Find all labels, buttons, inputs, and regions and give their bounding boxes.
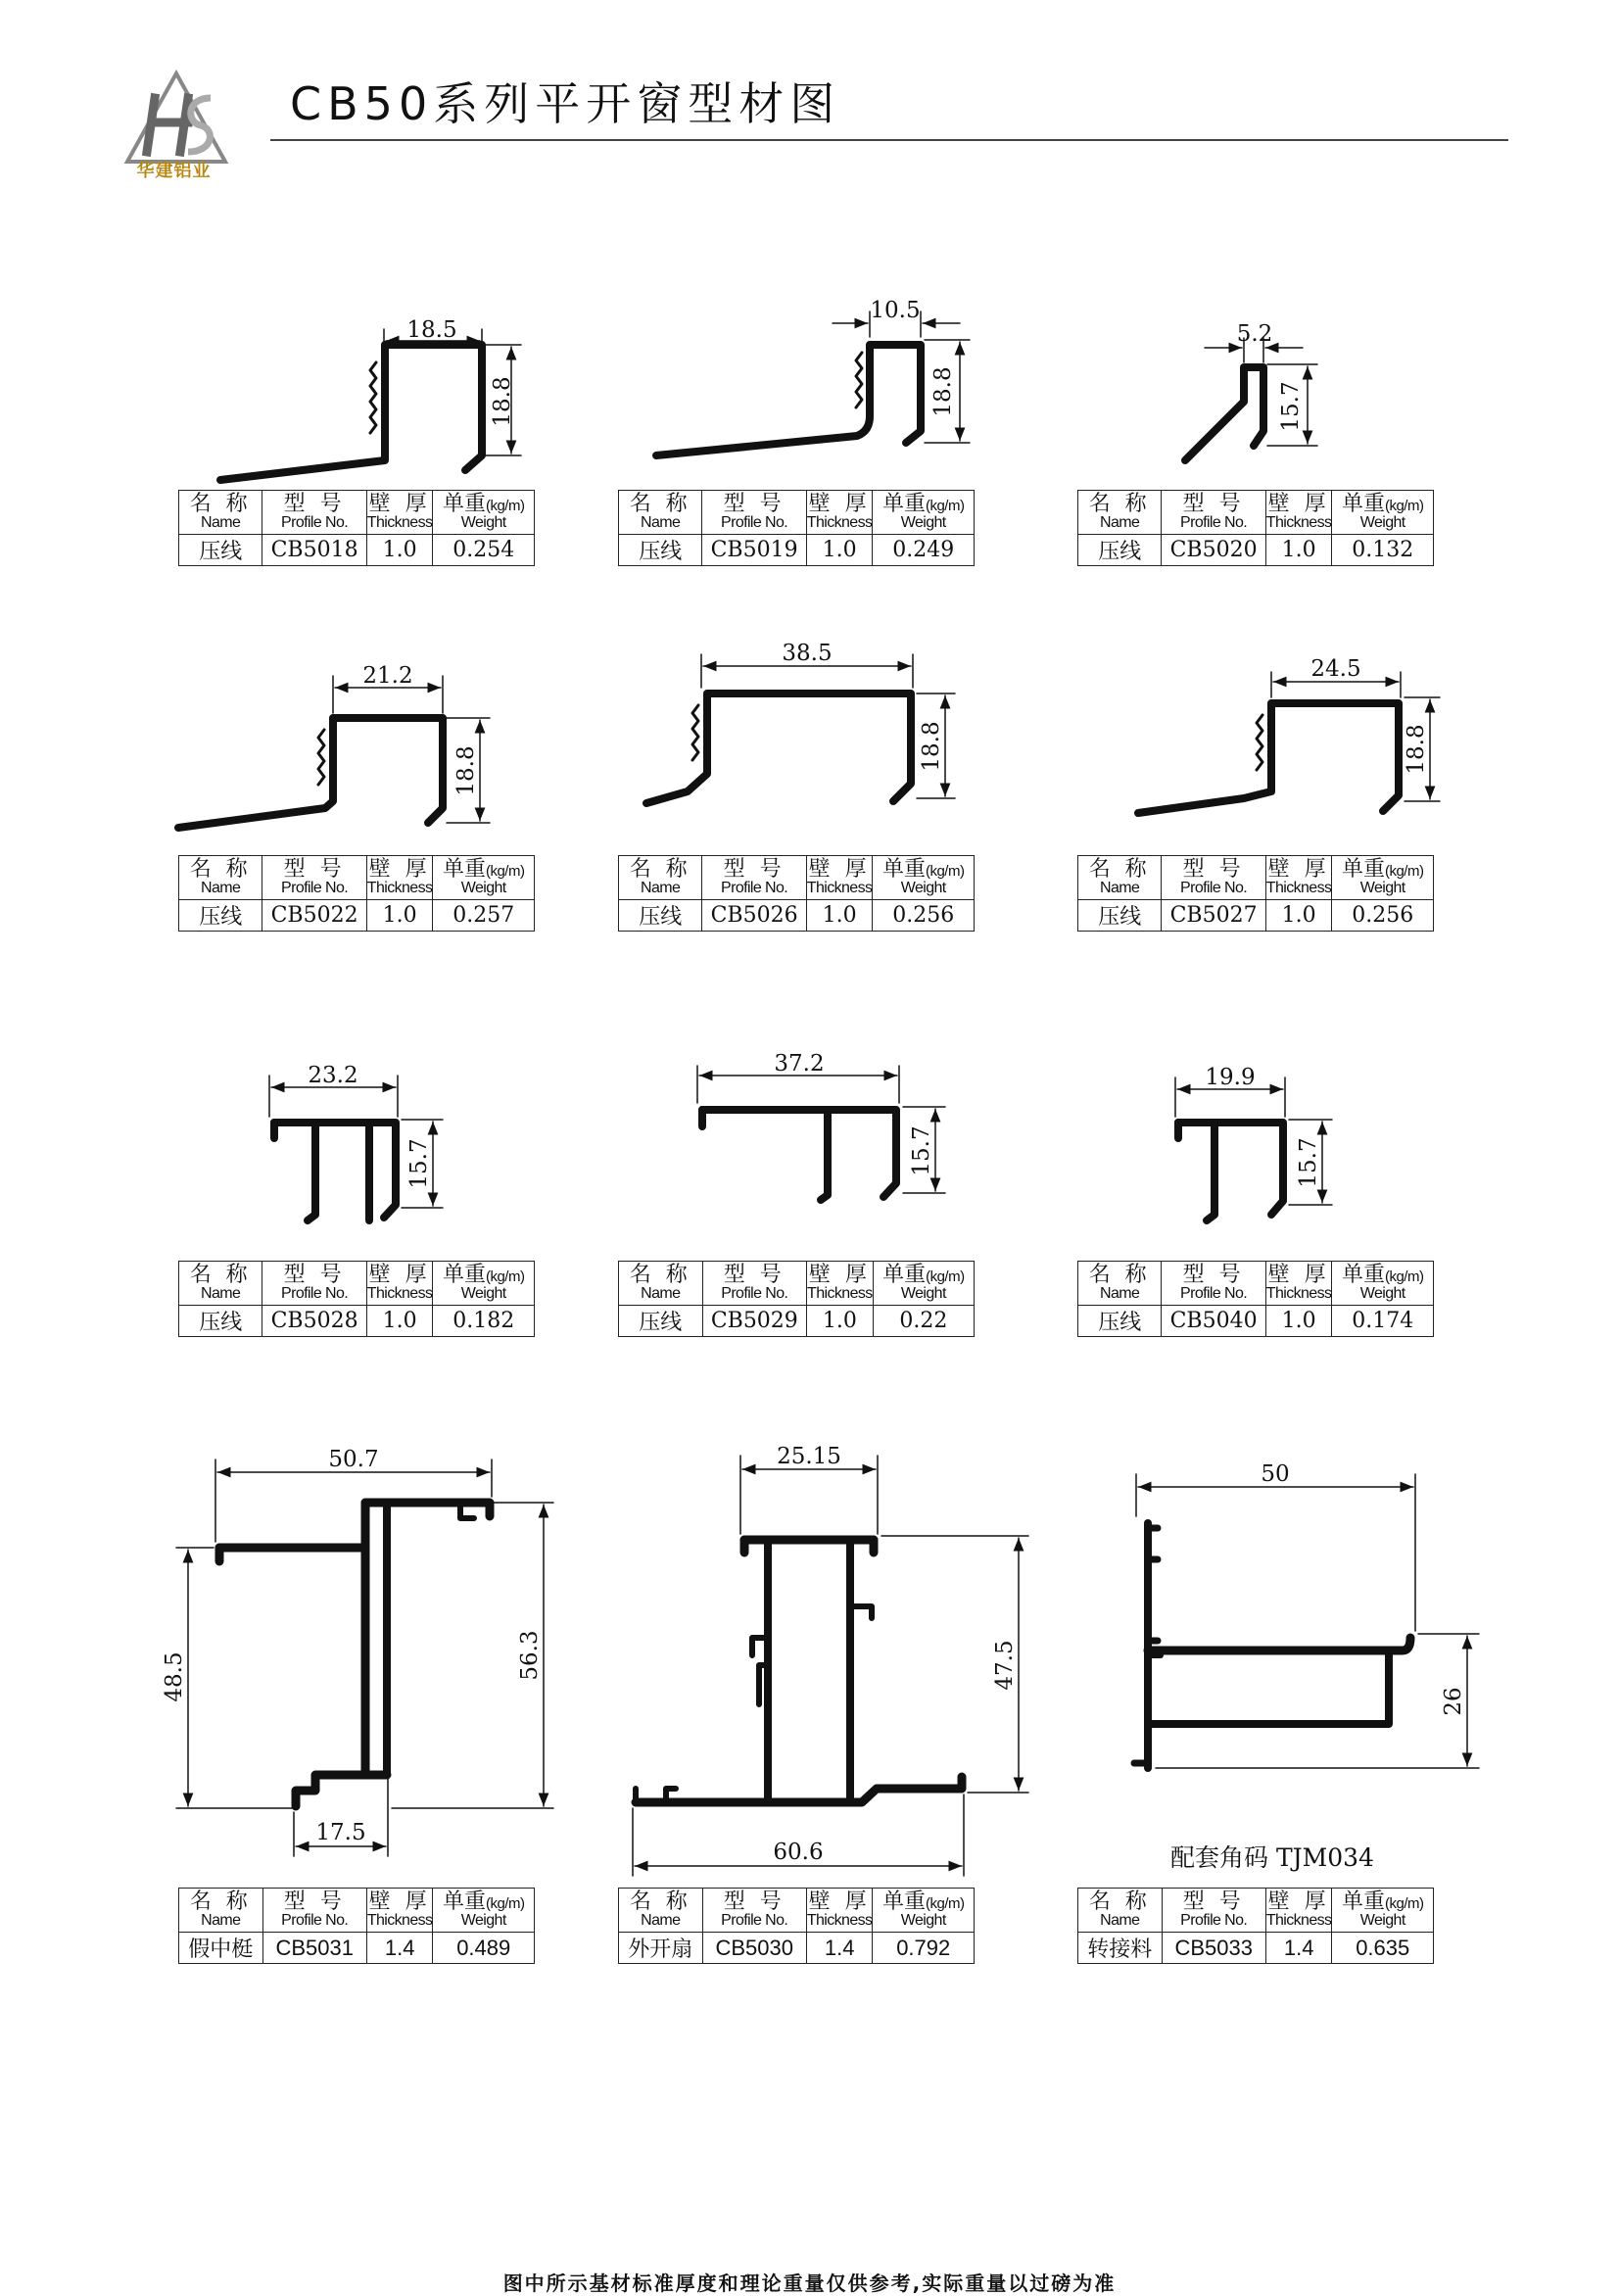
profile-thickness: 1.0 — [1265, 900, 1332, 932]
accessory-label: 配套角码 TJM034 — [1170, 1843, 1374, 1872]
profile-no: CB5020 — [1162, 535, 1265, 566]
profile-name: 假中梃 — [179, 1933, 263, 1964]
logo-text: 华建铝业 — [136, 161, 212, 181]
spec-table-cb5029: 名 称 Name 型 号 Profile No. 壁 厚 Thickness 单重(kg/m) Weight 压线 CB5029 1.0 0.22 — [618, 1261, 975, 1337]
profile-cb5027-drawing — [1138, 672, 1440, 813]
profile-no: CB5031 — [262, 1933, 366, 1964]
profile-name: 压线 — [1078, 900, 1162, 932]
dim-cb5029-width: 37.2 — [774, 1051, 825, 1076]
dim-cb5022-width: 21.2 — [362, 663, 413, 689]
profile-cb5031-drawing — [176, 1459, 553, 1856]
dim-cb5031-height-right: 56.3 — [517, 1630, 543, 1681]
dim-cb5030-height: 47.5 — [992, 1640, 1018, 1691]
profile-no: CB5033 — [1162, 1933, 1265, 1964]
dim-cb5026-height: 18.8 — [919, 721, 944, 772]
dim-cb5030-base: 60.6 — [773, 1840, 824, 1865]
profile-no: CB5028 — [262, 1306, 366, 1337]
dim-cb5029-height: 15.7 — [909, 1125, 934, 1176]
profile-weight: 0.132 — [1332, 535, 1434, 566]
profile-cb5018-drawing — [220, 329, 521, 480]
spec-table-cb5026: 名 称 Name 型 号 Profile No. 壁 厚 Thickness 单重(kg/m) Weight 压线 CB5026 1.0 0.256 — [618, 855, 975, 932]
table-row — [619, 535, 975, 566]
profile-no: CB5040 — [1162, 1306, 1265, 1337]
dim-cb5019-width: 10.5 — [870, 298, 921, 323]
dim-cb5033-width: 50 — [1261, 1461, 1290, 1487]
dim-cb5031-height-left: 48.5 — [162, 1651, 187, 1702]
spec-table-cb5033: 名 称 Name 型 号 Profile No. 壁 厚 Thickness 单重(kg/m) Weight 转接料 CB5033 1.4 0.635 — [1077, 1888, 1434, 1964]
footer-note: 图中所示基材标准厚度和理论重量仅供参考,实际重量以过磅为准 — [502, 2272, 1117, 2295]
table-row — [179, 1306, 535, 1337]
profile-name: 压线 — [619, 900, 702, 932]
table-row — [619, 1933, 975, 1964]
table-row — [1078, 900, 1434, 932]
profile-name: 压线 — [1078, 535, 1162, 566]
profile-weight: 0.489 — [433, 1933, 535, 1964]
thickness-header: 壁 厚 — [368, 492, 431, 517]
page-title: CB50系列平开窗型材图 — [290, 77, 841, 130]
profile-no: CB5022 — [262, 900, 366, 932]
dim-cb5018-height: 18.8 — [490, 376, 515, 427]
profile-no: CB5019 — [702, 535, 806, 566]
profile-thickness: 1.0 — [1265, 535, 1332, 566]
dim-cb5030-width: 25.15 — [777, 1444, 841, 1469]
spec-table-cb5022: 名 称 Name 型 号 Profile No. 壁 厚 Thickness 单重(kg/m) Weight 压线 CB5022 1.0 0.257 — [178, 855, 535, 932]
table-row — [1078, 535, 1434, 566]
profile-name: 压线 — [619, 1306, 703, 1337]
profile-weight: 0.249 — [873, 535, 975, 566]
profile-name: 外开扇 — [619, 1933, 703, 1964]
profile-thickness: 1.4 — [806, 1933, 873, 1964]
profile-weight: 0.257 — [433, 900, 535, 932]
profile-weight: 0.256 — [873, 900, 975, 932]
table-row — [619, 900, 975, 932]
profile-thickness: 1.4 — [1265, 1933, 1332, 1964]
spec-table-cb5030: 名 称 Name 型 号 Profile No. 壁 厚 Thickness 单重(kg/m) Weight 外开扇 CB5030 1.4 0.792 — [618, 1888, 975, 1964]
profile-name: 压线 — [619, 535, 702, 566]
table-row — [619, 1306, 975, 1337]
dim-cb5018-width: 18.5 — [406, 317, 457, 343]
dim-cb5022-height: 18.8 — [453, 745, 479, 796]
dim-cb5040-height: 15.7 — [1296, 1137, 1321, 1188]
profile-name: 压线 — [179, 535, 262, 566]
profile-name: 转接料 — [1078, 1933, 1163, 1964]
dim-cb5026-width: 38.5 — [782, 641, 833, 666]
profile-no: CB5026 — [702, 900, 806, 932]
spec-table-cb5040: 名 称 Name 型 号 Profile No. 壁 厚 Thickness 单重(kg/m) Weight 压线 CB5040 1.0 0.174 — [1077, 1261, 1434, 1337]
dim-cb5027-width: 24.5 — [1310, 656, 1361, 682]
dim-cb5031-width: 50.7 — [328, 1447, 379, 1472]
profile-cb5022-drawing — [178, 676, 490, 828]
dim-cb5019-height: 18.8 — [930, 366, 956, 417]
spec-table-cb5028: 名 称 Name 型 号 Profile No. 壁 厚 Thickness 单重(kg/m) Weight 压线 CB5028 1.0 0.182 — [178, 1261, 535, 1337]
weight-header: 单重(kg/m) — [442, 492, 525, 517]
spec-table-cb5020: 名 称 Name 型 号 Profile No. 壁 厚 Thickness 单重(kg/m) Weight 压线 CB5020 1.0 0.132 — [1077, 490, 1434, 566]
profile-no: CB5029 — [702, 1306, 806, 1337]
dim-cb5027-height: 18.8 — [1404, 724, 1429, 775]
spec-table-cb5018: 名 称 Name 型 号 Profile No. 壁 厚 Thickness 单重(kg/m) Weight 压线 CB5018 1.0 0.254 — [178, 490, 535, 566]
profile-cb5019-drawing — [656, 311, 970, 455]
table-row — [179, 900, 535, 932]
profile-weight: 0.182 — [433, 1306, 535, 1337]
dim-cb5033-height: 26 — [1441, 1687, 1466, 1716]
profile-thickness: 1.0 — [806, 900, 873, 932]
profile-header: 型 号 — [283, 492, 346, 517]
profile-thickness: 1.0 — [366, 900, 433, 932]
table-row — [1078, 1306, 1434, 1337]
spec-table-cb5019: 名 称 Name 型 号 Profile No. 壁 厚 Thickness 单重(kg/m) Weight 压线 CB5019 1.0 0.249 — [618, 490, 975, 566]
spec-table-cb5027: 名 称 Name 型 号 Profile No. 壁 厚 Thickness 单重(kg/m) Weight 压线 CB5027 1.0 0.256 — [1077, 855, 1434, 932]
spec-table-cb5031: 名 称 Name 型 号 Profile No. 壁 厚 Thickness 单重(kg/m) Weight 假中梃 CB5031 1.4 0.489 — [178, 1888, 535, 1964]
profile-thickness: 1.0 — [1265, 1306, 1332, 1337]
name-header: 名 称 — [189, 492, 252, 517]
profile-name: 压线 — [1078, 1306, 1162, 1337]
table-row — [1078, 1933, 1434, 1964]
profile-name: 压线 — [179, 900, 262, 932]
profile-thickness: 1.0 — [366, 535, 433, 566]
profile-no: CB5030 — [702, 1933, 806, 1964]
profile-thickness: 1.4 — [366, 1933, 433, 1964]
profile-thickness: 1.0 — [807, 1306, 874, 1337]
dim-cb5020-width: 5.2 — [1236, 321, 1273, 347]
table-row — [179, 535, 535, 566]
profile-weight: 0.174 — [1332, 1306, 1434, 1337]
profile-thickness: 1.0 — [806, 535, 873, 566]
profile-weight: 0.254 — [433, 535, 535, 566]
profile-name: 压线 — [179, 1306, 262, 1337]
profile-cb5033-drawing — [1134, 1474, 1479, 1768]
profile-cb5026-drawing — [646, 654, 955, 803]
dim-cb5020-height: 15.7 — [1278, 381, 1304, 432]
table-row — [179, 1933, 535, 1964]
dim-cb5031-base: 17.5 — [315, 1820, 366, 1845]
profile-cb5030-drawing — [633, 1456, 1028, 1876]
profile-weight: 0.256 — [1332, 900, 1434, 932]
profile-no: CB5018 — [262, 535, 366, 566]
dim-cb5028-height: 15.7 — [406, 1138, 432, 1189]
dim-cb5040-width: 19.9 — [1205, 1065, 1256, 1090]
dim-cb5028-width: 23.2 — [308, 1063, 358, 1088]
profile-weight: 0.792 — [873, 1933, 975, 1964]
profile-thickness: 1.0 — [366, 1306, 433, 1337]
profile-no: CB5027 — [1162, 900, 1265, 932]
profile-weight: 0.635 — [1332, 1933, 1434, 1964]
profile-weight: 0.22 — [873, 1306, 974, 1337]
